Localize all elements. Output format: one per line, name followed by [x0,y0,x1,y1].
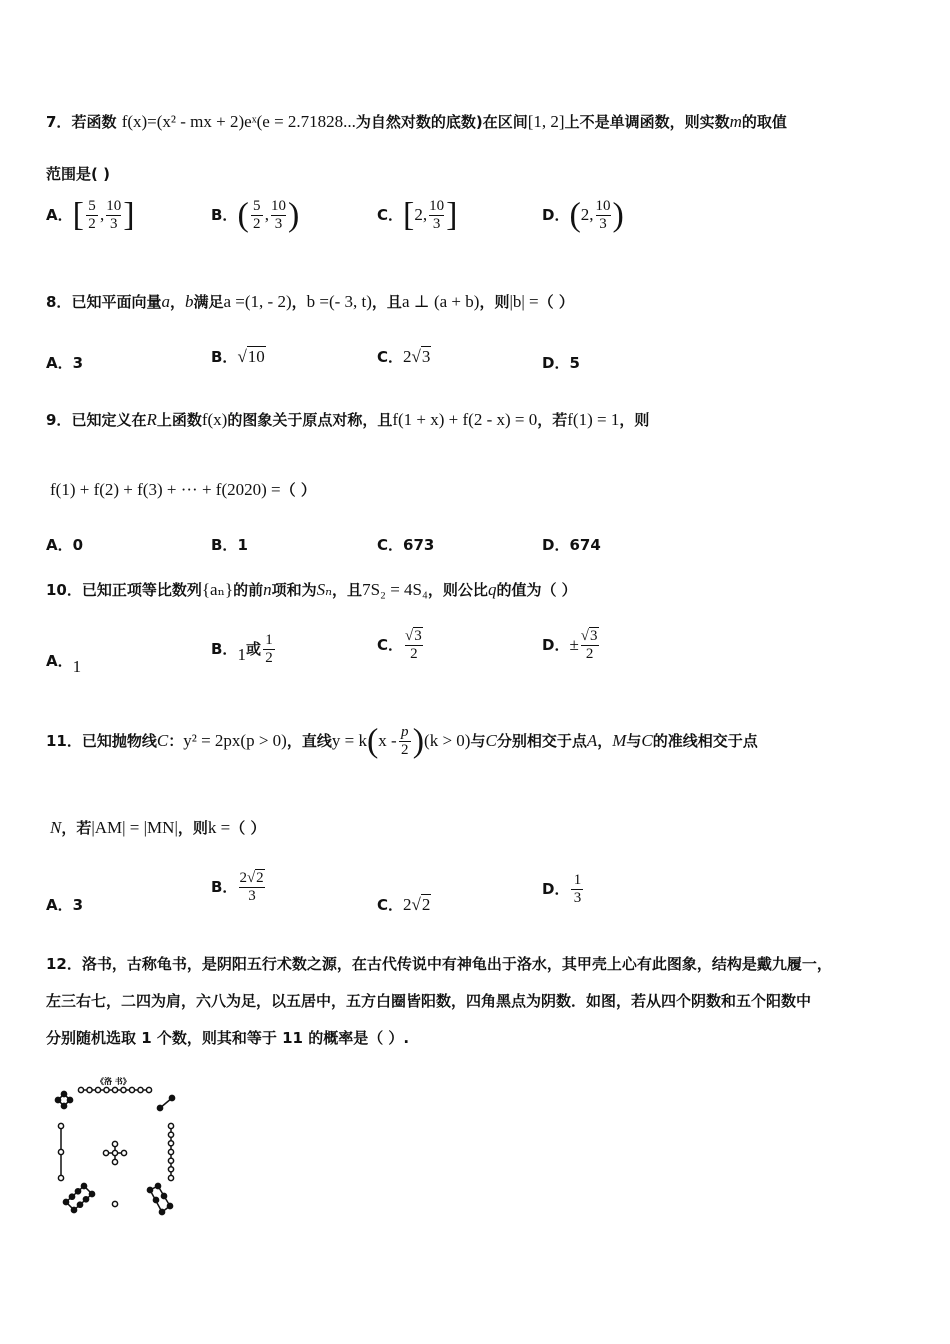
q10-sequence: {aₙ} [201,580,234,599]
q10-var-n: n [263,580,272,599]
fraction: $\frac{√3}{2}$ [580,628,598,662]
q10-option-d[interactable] [542,628,601,663]
q8-text: ，且 [371,293,402,311]
q7-line1 [46,112,910,132]
q8-perpendicular: a ⊥ (a + b) [401,292,480,311]
numerator: 5 [253,198,261,214]
option-value: 0 [72,536,84,554]
q9-option-b[interactable] [211,534,248,555]
coefficient: 2 [403,895,412,914]
radicand: 3 [590,628,598,644]
fraction: $\frac{2√2}{3}$ [239,870,264,904]
q11-curve-c: C [641,731,653,750]
bracket: ) [612,196,624,234]
fraction [399,724,411,759]
q11-condition: (k > 0) [424,731,471,750]
q7-function-formula: f(x)=(x² - mx + 2)eˣ(e = 2.71828... [121,112,356,131]
option-label: B． [211,640,238,658]
q11-text: ，直线 [286,732,332,750]
bottom-right-six-dots [147,1183,172,1214]
q8-line1 [46,292,910,312]
bottom-left-eight-dots [63,1183,94,1212]
q11-text: 与 [470,732,486,750]
interval-left: 2, [414,205,428,224]
option-value: 1 [237,536,248,554]
center-five-circles [103,1141,126,1164]
q7-option-a[interactable]: A．[ $\frac{5}{2}$ , $\frac{10}{3}$ ] [46,196,135,234]
option-label: C． [377,536,404,554]
q8-vec-b: b [184,292,194,311]
radicand: 2 [421,895,431,914]
q11-curve-c: C [156,731,169,750]
q11-text: ， [597,732,613,750]
option-value: 674 [569,536,601,554]
q11-number: 11． [46,732,82,750]
top-right-two-dots [157,1095,174,1110]
q9-line1 [46,410,910,430]
q10-option-a[interactable] [46,650,82,676]
luoshu-figure [50,1072,190,1222]
q11-text: ： [168,732,184,750]
q11-text: 与 [626,732,642,750]
option-label: B． [211,878,238,896]
fraction [429,198,444,233]
denominator: 2 [585,646,594,662]
q9-condition: f(1 + x) + f(2 - x) = 0 [392,410,538,429]
q9-text: ，则 [619,411,650,429]
q9-set-r: R [146,410,157,429]
numerator: 10 [271,198,287,214]
q11-text: 已知抛物线 [81,732,157,750]
option-value: 1 [237,645,246,664]
q9-text: 上函数 [156,411,202,429]
q9-option-c[interactable] [377,534,434,555]
q10-number: 10． [46,581,82,599]
q9-text: 的图象关于原点对称，且 [227,411,393,429]
q7-option-d[interactable] [542,198,624,233]
bracket: ( [569,196,581,234]
q8-norm-b: |b| = [509,292,539,311]
option-label: A． [46,896,73,914]
q8-vec-b-value: b =(- 3, t) [306,292,372,311]
q9-f1: f(1) = 1 [567,410,620,429]
sqrt-expr: √3 [411,347,431,366]
fraction [251,198,263,233]
numerator: 10 [106,198,122,214]
q10-condition: 7S₂ = 4S₄ [362,580,428,599]
radicand: 10 [247,347,265,366]
option-label: A． [46,536,73,554]
option-label: B． [211,348,238,366]
denominator: 2 [88,216,96,232]
q10-option-b[interactable] [211,632,277,667]
q11-point-n: N [50,818,62,837]
q11-point-m: M [612,731,627,750]
q8-vec-a-value: a =(1, - 2) [223,292,292,311]
q9-option-d[interactable] [542,534,601,555]
q8-option-a[interactable] [46,352,83,373]
plus-minus: ± [569,635,579,654]
q10-text: 已知正项等比数列 [81,581,202,599]
fraction [596,198,611,233]
q8-text: ， [291,293,307,311]
denominator: 3 [248,888,256,904]
bracket: [ [403,196,415,234]
q11-line-eq: x - [378,731,397,750]
q8-text: （ ） [538,293,574,311]
option-label: D． [542,206,570,224]
q10-text: 项和为 [271,581,317,599]
q10-line1 [46,580,910,600]
q12-line2: 左三右七，二四为肩，六八为足，以五居中，五方白圈皆阳数，四角黑点为阴数．如图，若从四个阴数和五个阳数中 [46,992,812,1010]
sqrt-expr: √10 [237,347,265,366]
numerator: 1 [573,872,582,888]
q10-var-q: q [487,580,497,599]
q8-text: ， [169,293,185,311]
option-label: C． [377,896,404,914]
fraction [86,198,98,233]
option-value: 3 [72,896,84,914]
denominator: 3 [573,890,582,906]
option-label: C． [377,206,404,224]
q8-option-b[interactable] [211,346,266,367]
q11-text: 分别相交于点 [496,732,587,750]
q11-text: ，若 [61,819,92,837]
q10-text: ，则公比 [427,581,488,599]
option-label: D． [542,354,570,372]
option-value: 673 [403,536,435,554]
q9-line2 [50,480,910,500]
denominator: 2 [400,742,409,758]
q8-option-d[interactable] [542,352,580,373]
option-label: A． [46,206,73,224]
q7-number: 7． [46,113,72,131]
numerator: 5 [88,198,96,214]
q11-option-b[interactable] [211,870,267,905]
q11-parabola: y² = 2px(p > 0) [183,731,287,750]
bracket: ( [237,196,249,234]
bracket: ) [288,196,300,234]
fraction [271,198,286,233]
option-value: 5 [569,354,580,372]
bracket: ] [123,196,135,234]
denominator: 2 [265,650,273,666]
q7-option-b[interactable]: B．( $\frac{5}{2}$ , $\frac{10}{3}$ ) [211,196,300,234]
q11-text: ，则 [177,819,208,837]
q7-text: 上不是单调函数，则实数 [564,113,730,131]
q8-text: 已知平面向量 [71,293,162,311]
numerator: 10 [429,198,445,214]
option-label: C． [377,348,404,366]
q9-option-a[interactable] [46,534,83,555]
interval-left: 2, [580,205,594,224]
denominator: 3 [109,216,118,232]
option-text: 或 [245,640,261,658]
coefficient: 2 [403,347,412,366]
q11-curve-c: C [485,731,497,750]
q11-option-c[interactable] [377,894,431,915]
radicand: 3 [414,628,422,644]
denominator: 3 [274,216,283,232]
option-label: C． [377,636,404,654]
left-three-circles [58,1123,63,1180]
option-label: D． [542,536,570,554]
denominator: 3 [599,216,607,232]
option-label: B． [211,536,238,554]
top-nine-circles [78,1087,151,1092]
fraction [263,632,275,667]
q11-line2 [50,818,910,838]
q8-vec-a: a [161,292,170,311]
bracket: [ [72,196,84,234]
numerator: p [400,724,409,740]
q10-text: ，且 [332,581,363,599]
q9-function: f(x) [201,410,228,429]
q9-text: （ ） [280,481,316,499]
coefficient: 2 [239,870,247,886]
q7-option-c[interactable] [377,198,457,233]
option-label: D． [542,636,570,654]
q11-condition: |AM| = |MN| [91,818,178,837]
q11-line-eq: y = k [331,731,367,750]
q7-text: 为自然对数的底数)在区间 [355,113,528,131]
top-left-four-dots [55,1091,72,1108]
q9-number: 9． [46,411,72,429]
denominator: 2 [253,216,261,232]
q8-number: 8． [46,293,72,311]
q11-text: 的准线相交于点 [652,732,758,750]
q11-option-d[interactable] [542,872,585,907]
q12-line3: 分别随机选取 1 个数，则其和等于 11 的概率是（ ）. [46,1029,410,1047]
bracket: ] [446,196,458,234]
q10-text: 的前 [233,581,264,599]
denominator: 3 [432,216,441,232]
q10-sum-sn: Sₙ [316,580,333,599]
bottom-one-circle [112,1201,117,1206]
q7-var-m: m [729,112,742,131]
option-label: A． [46,652,73,670]
q9-sum: f(1) + f(2) + f(3) + ··· + f(2020) = [50,480,281,499]
q7-text: 的取值 [741,113,787,131]
luoshu-diagram [50,1072,190,1222]
sqrt-expr: √2 [411,895,431,914]
q9-text: 已知定义在 [71,411,147,429]
q8-text: ，则 [479,293,510,311]
q7-text: 若函数 [71,113,117,131]
q11-line1: 11．已知抛物线C：y² = 2px(p > 0)，直线y = k(x - $\frac{p}{2}$ )(k > 0)与C分别相交于点A，M与C的准线相交于点 [46,722,758,760]
option-label: B． [211,206,238,224]
option-value: 1 [72,657,82,676]
fraction [106,198,121,233]
fraction: $\frac{√3}{2}$ [405,628,422,662]
q12-line1: 12．洛书，古称龟书，是阴阳五行术数之源，在古代传说中有神龟出于洛水，其甲壳上心有此图象，结构是戴九履一， [46,955,832,973]
q7-line2: 范围是( ) [46,165,110,183]
numerator: 1 [265,632,273,648]
q9-text: ，若 [537,411,568,429]
q8-text: 满足 [193,293,224,311]
denominator: 2 [410,646,418,662]
q11-point-a: A [586,731,598,750]
q7-interval: [1, 2] [527,112,565,131]
q11-option-a[interactable] [46,894,83,915]
radicand: 2 [256,870,264,886]
q10-option-c[interactable] [377,628,425,663]
option-label: A． [46,354,73,372]
option-value: 3 [72,354,84,372]
option-label: D． [542,880,570,898]
q8-option-c[interactable] [377,346,431,367]
q10-text: 的值为（ ） [496,581,577,599]
fraction [571,872,583,907]
luoshu-title: 《洛 书》 [96,1077,131,1086]
q11-text: （ ） [230,819,266,837]
right-seven-circles [168,1123,173,1180]
numerator: 10 [595,198,611,214]
radicand: 3 [421,347,431,366]
q11-var-k: k = [207,818,231,837]
